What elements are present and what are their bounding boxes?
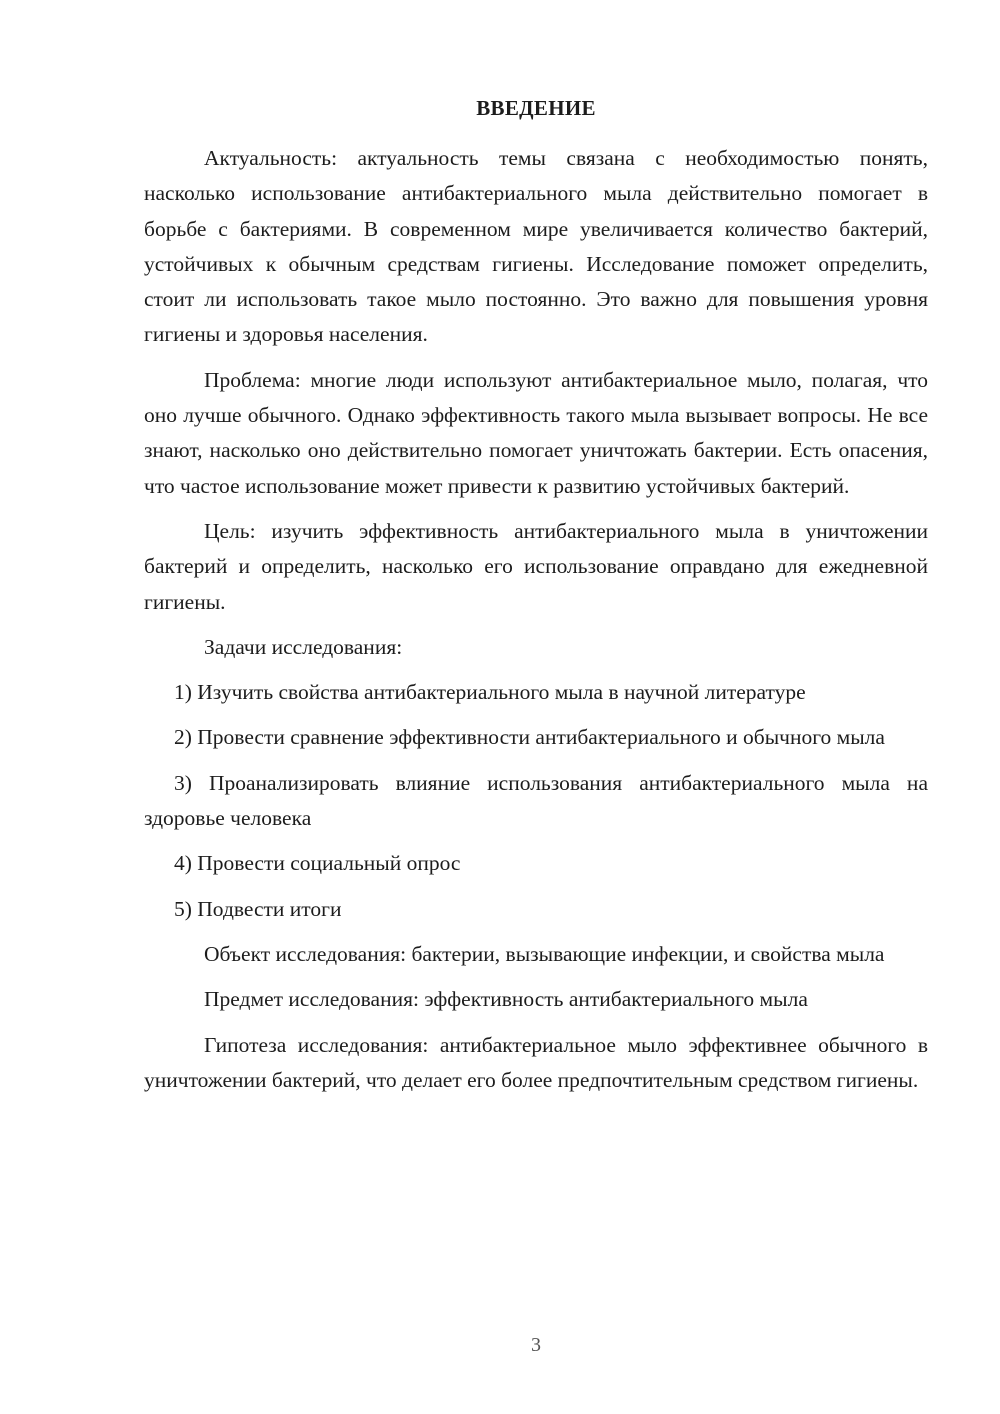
- subject-paragraph: Предмет исследования: эффективность антибактериального мыла: [204, 987, 808, 1012]
- task-item: 3) Проанализировать влияние использования антибактериального мыла на здоровье человека: [144, 770, 928, 831]
- hypothesis-paragraph: Гипотеза исследования: антибактериальное мыло эффективнее обычного в уничтожении бактерий, что делает его более предпочтительным средством гигиены.: [144, 1032, 928, 1092]
- section-title: ВВЕДЕНИЕ: [476, 96, 596, 120]
- object-paragraph: Объект исследования: бактерии, вызывающие инфекции, и свойства мыла: [204, 941, 885, 966]
- relevance-paragraph: Актуальность: актуальность темы связана с необходимостью понять, насколько использование антибактериального мыла действительно помогает в борьбе с бактериями. В современном мире увеличивается количество бактерий, устойчивых к обычным средствам гигиены. Исследование поможет определить, стоит ли использовать такое мыло постоянно. Это важно для повышения уровня гигиены и здоровья населения.: [144, 146, 928, 347]
- task-item: 1) Изучить свойства антибактериального мыла в научной литературе: [174, 680, 806, 705]
- page-number: 3: [531, 1334, 541, 1356]
- task-item: 2) Провести сравнение эффективности антибактериального и обычного мыла: [174, 725, 885, 750]
- task-item: 5) Подвести итоги: [174, 896, 342, 921]
- task-item: 4) Провести социальный опрос: [174, 851, 461, 876]
- page-content: [144, 96, 928, 1108]
- problem-paragraph: Проблема: многие люди используют антибактериальное мыло, полагая, что оно лучше обычного. Однако эффективность такого мыла вызывает вопросы. Не все знают, насколько оно действительно помогает уничтожать бактерии. Есть опасения, что частое использование может привести к развитию устойчивых бактерий.: [144, 367, 928, 498]
- goal-paragraph: Цель: изучить эффективность антибактериального мыла в уничтожении бактерий и определить, насколько его использование оправдано для ежедневной гигиены.: [144, 518, 928, 614]
- tasks-heading: Задачи исследования:: [204, 634, 403, 659]
